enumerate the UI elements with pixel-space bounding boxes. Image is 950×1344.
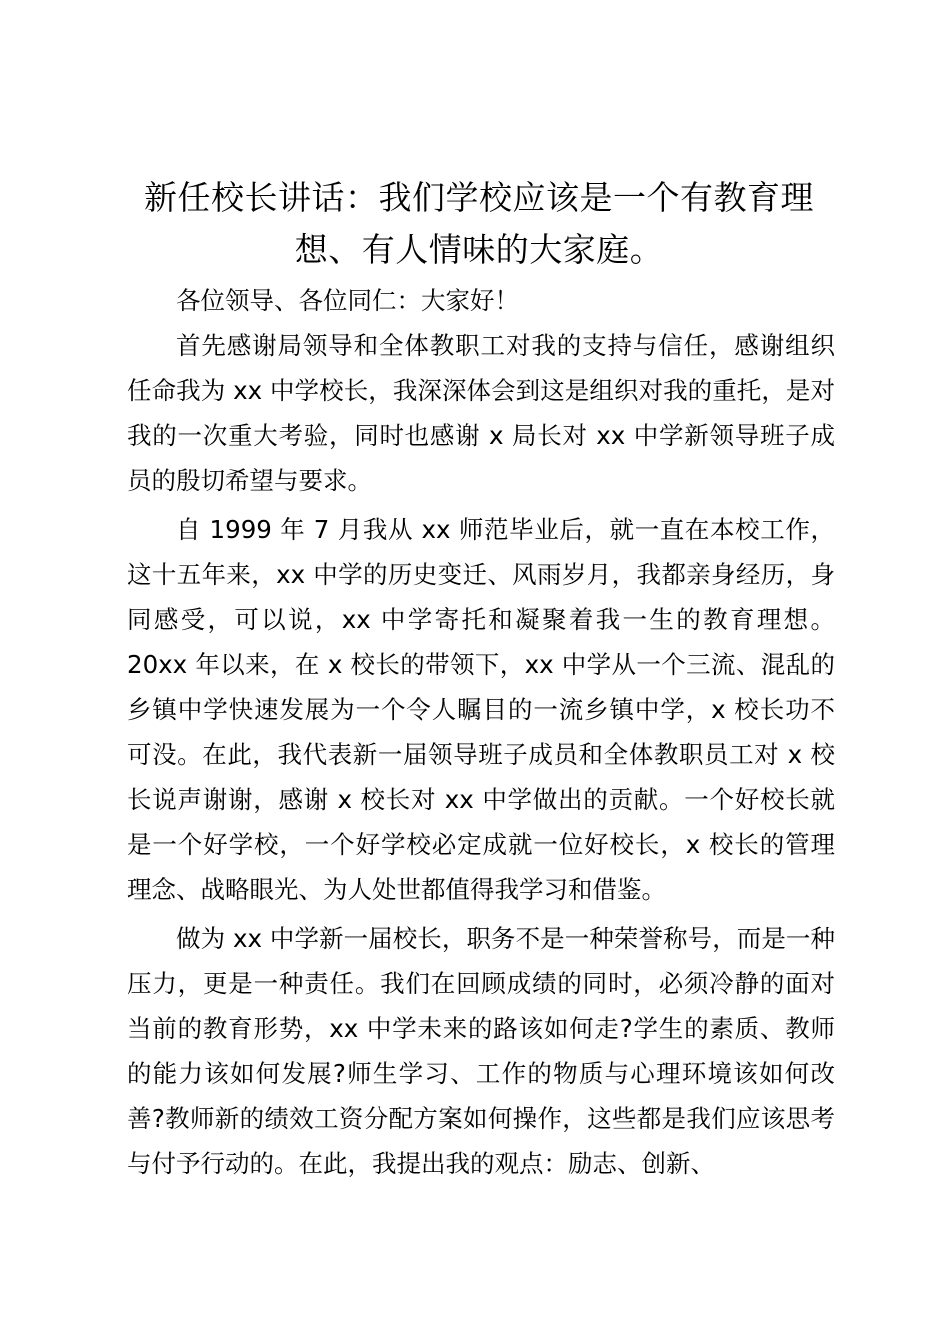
body-paragraph: 做为 xx 中学新一届校长，职务不是一种荣誉称号，而是一种压力，更是一种责任。我们在回顾成绩的同时，必须冷静的面对当前的教育形势，xx 中学未来的路该如何走?学生的素质、教师的能力该如何发展?师生学习、工作的物质与心理环境该如何改善?教师新的绩效工资分配方案如何操作，这些都是我们应该思考与付予行动的。在此，我提出我的观点：励志、创新、 — [127, 924, 835, 1178]
document-title: 新任校长讲话：我们学校应该是一个有教育理想、有人情味的大家庭。 — [144, 178, 814, 269]
body-paragraph: 首先感谢局领导和全体教职工对我的支持与信任，感谢组织任命我为 xx 中学校长，我深深体会到这是组织对我的重托，是对我的一次重大考验，同时也感谢 x 局长对 xx 中学新领导班子成员的殷切希望与要求。 — [127, 331, 835, 495]
greeting-paragraph: 各位领导、各位同仁：大家好！ — [176, 286, 519, 315]
document-body — [127, 278, 835, 1186]
body-paragraph: 自 1999 年 7 月我从 xx 师范毕业后，就一直在本校工作，这十五年来，xx 中学的历史变迁、风雨岁月，我都亲身经历，身同感受，可以说，xx 中学寄托和凝聚着我一生的教育理想。20xx 年以来，在 x 校长的带领下，xx 中学从一个三流、混乱的乡镇中学快速发展为一个令人瞩目的一流乡镇中学，x 校长功不可没。在此，我代表新一届领导班子成员和全体教职员工对 x 校长说声谢谢，感谢 x 校长对 xx 中学做出的贡献。一个好校长就是一个好学校，一个好学校必定成就一位好校长，x 校长的管理理念、战略眼光、为人处世都值得我学习和借鉴。 — [127, 515, 835, 904]
